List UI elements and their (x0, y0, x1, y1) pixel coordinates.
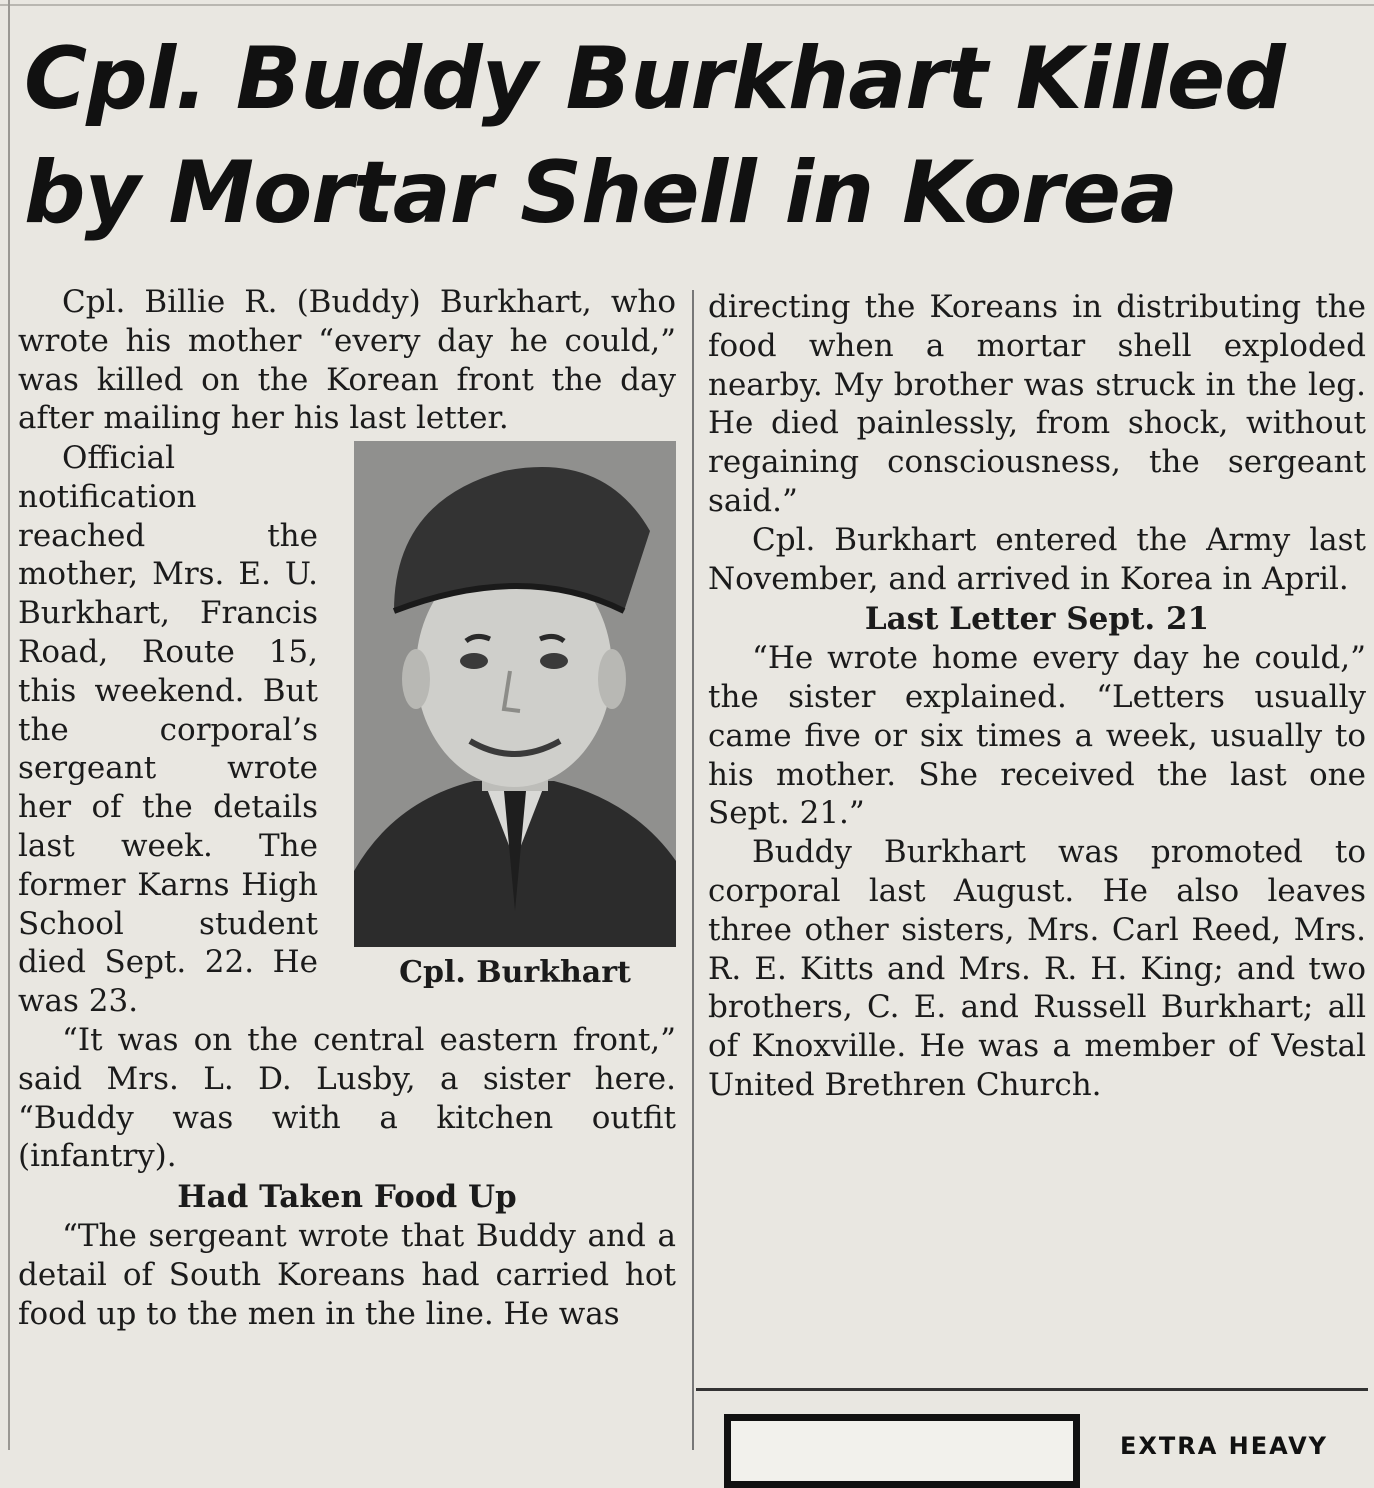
top-rule (0, 4, 1374, 6)
paragraph-notification: Official notification reached the mother, Mrs. E. U. Burkhart, Francis Road, Route 15, this weekend. But the corporal’s sergeant wrote her of the details last week. The former Karns High School student died Sept. 22. He was 23. (18, 440, 318, 1020)
photo-block (346, 439, 676, 1017)
portrait-illustration (354, 441, 676, 947)
headline (24, 22, 1354, 250)
advertisement-text: EXTRA HEAVY (1120, 1432, 1329, 1460)
subhead-food: Had Taken Food Up (177, 1179, 517, 1216)
paragraph-sergeant-wrote: “The sergeant wrote that Buddy and a detail of South Koreans had carried hot food up to the men in the line. He was (18, 1217, 676, 1332)
paragraph-army-entry: Cpl. Burkhart entered the Army last November, and arrived in Korea in April. (708, 521, 1366, 597)
headline-line-1: Cpl. Buddy Burkhart Killed (24, 29, 1285, 129)
advertisement-box (724, 1414, 1080, 1488)
paragraph-sister-quote: “It was on the central eastern front,” said Mrs. L. D. Lusby, a sister here. “Buddy was with a kitchen outfit (infantry). (18, 1021, 676, 1175)
article-left-body (18, 439, 676, 1333)
portrait-photo (354, 441, 676, 947)
headline-line-2: by Mortar Shell in Korea (24, 143, 1177, 243)
paragraph-family: Buddy Burkhart was promoted to corporal last August. He also leaves three other sisters, Mrs. Carl Reed, Mrs. R. E. Kitts and Mrs. R. H. King; and two brothers, C. E. and Russell Burkhart; all of Knoxville. He was a member of Vestal United Brethren Church. (708, 834, 1366, 1103)
paragraph-letters: “He wrote home every day he could,” the sister explained. “Letters usually came five or six times a week, usually to his mother. She received the last one Sept. 21.” (708, 640, 1366, 832)
article-left-column (18, 283, 676, 438)
article-right-column (708, 288, 1366, 1105)
subhead-last-letter: Last Letter Sept. 21 (864, 601, 1210, 638)
paragraph-intro: Cpl. Billie R. (Buddy) Burkhart, who wrote his mother “every day he could,” was killed on the Korean front the day after mailing her his last letter. (18, 284, 676, 437)
paragraph-mortar: directing the Koreans in distributing the food when a mortar shell exploded nearby. My brother was struck in the leg. He died painlessly, from shock, without regaining consciousness, the sergeant said.” (708, 289, 1366, 519)
photo-caption: Cpl. Burkhart (399, 955, 631, 990)
column-divider (692, 290, 694, 1450)
section-rule (696, 1388, 1368, 1391)
left-column-rule (8, 0, 10, 1450)
